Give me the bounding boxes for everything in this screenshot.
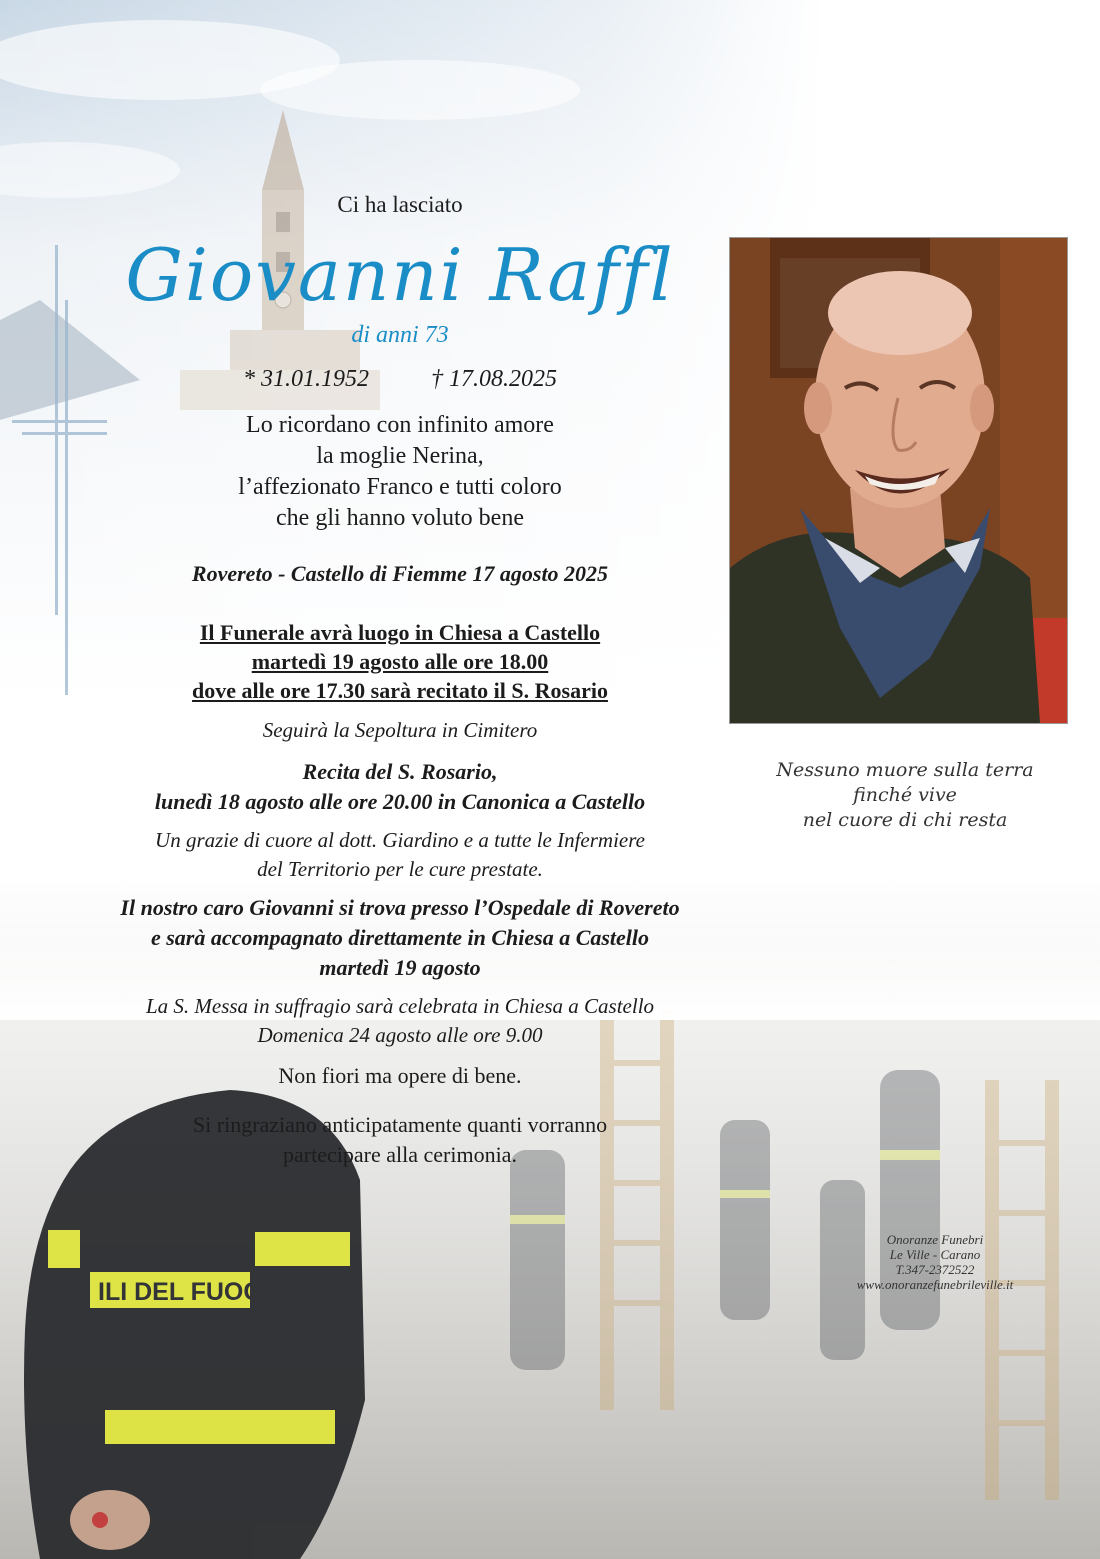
remembered-line: Lo ricordano con infinito amore (246, 412, 554, 438)
funeral-line: martedì 19 agosto alle ore 18.00 (251, 649, 549, 674)
intro-text: Ci ha lasciato (337, 192, 463, 217)
remembered-by (40, 410, 760, 534)
agency-phone: T.347-2372522 (895, 1262, 975, 1277)
mass-details (40, 992, 760, 1050)
death-date: † 17.08.2025 (431, 366, 557, 392)
deceased-name: Giovanni Raffl (125, 233, 675, 317)
agency-name: Onoranze Funebri (886, 1232, 984, 1247)
jacket-text: ILI DEL FUOCO (98, 1278, 281, 1306)
staff-thanks-line: Un grazie di cuore al dott. Giardino e a tutte le Infermiere (155, 828, 645, 852)
burial-text: Seguirà la Sepoltura in Cimitero (262, 718, 538, 742)
rosary-line: Recita del S. Rosario, (302, 759, 498, 784)
birth-date: * 31.01.1952 (243, 366, 369, 392)
rosary-line: lunedì 18 agosto alle ore 20.00 in Canonica a Castello (154, 789, 646, 814)
memorial-quote (730, 758, 1080, 833)
mass-line: La S. Messa in suffragio sarà celebrata in Chiesa a Castello (145, 994, 655, 1018)
final-thanks-line: partecipare alla cerimonia. (283, 1142, 517, 1167)
final-thanks-line: Si ringraziano anticipatamente quanti vorranno (192, 1112, 608, 1137)
quote-line: nel cuore di chi resta (802, 809, 1008, 831)
staff-thanks (40, 826, 760, 884)
funeral-details (40, 618, 760, 705)
funeral-line: Il Funerale avrà luogo in Chiesa a Castello (199, 620, 601, 645)
place-date: Rovereto - Castello di Fiemme 17 agosto 2025 (191, 561, 609, 586)
location-line: Il nostro caro Giovanni si trova presso l’Ospedale di Rovereto (120, 895, 680, 920)
location-details (40, 893, 760, 983)
portrait-illustration (730, 238, 1067, 723)
remembered-line: che gli hanno voluto bene (276, 505, 524, 531)
agency-website[interactable]: www.onoranzefunebrileville.it (856, 1277, 1014, 1292)
rosary-details (40, 757, 760, 817)
mass-line: Domenica 24 agosto alle ore 9.00 (257, 1023, 543, 1047)
quote-line: Nessuno muore sulla terra (776, 759, 1034, 781)
remembered-line: la moglie Nerina, (316, 443, 484, 469)
life-dates (40, 366, 760, 393)
location-line: martedì 19 agosto (319, 955, 481, 980)
portrait-photo (730, 238, 1067, 723)
funeral-line: dove alle ore 17.30 sarà recitato il S. Rosario (192, 678, 608, 703)
quote-line: finché vive (853, 784, 957, 806)
funeral-agency (790, 1232, 1080, 1292)
remembered-line: l’affezionato Franco e tutti coloro (238, 474, 562, 500)
final-thanks (40, 1110, 760, 1170)
location-line: e sarà accompagnato direttamente in Chiesa a Castello (150, 925, 650, 950)
staff-thanks-line: del Territorio per le cure prestate. (257, 857, 543, 881)
no-flowers-text: Non fiori ma opere di bene. (278, 1063, 522, 1088)
age-text: di anni 73 (351, 322, 449, 348)
agency-location: Le Ville - Carano (889, 1247, 981, 1262)
